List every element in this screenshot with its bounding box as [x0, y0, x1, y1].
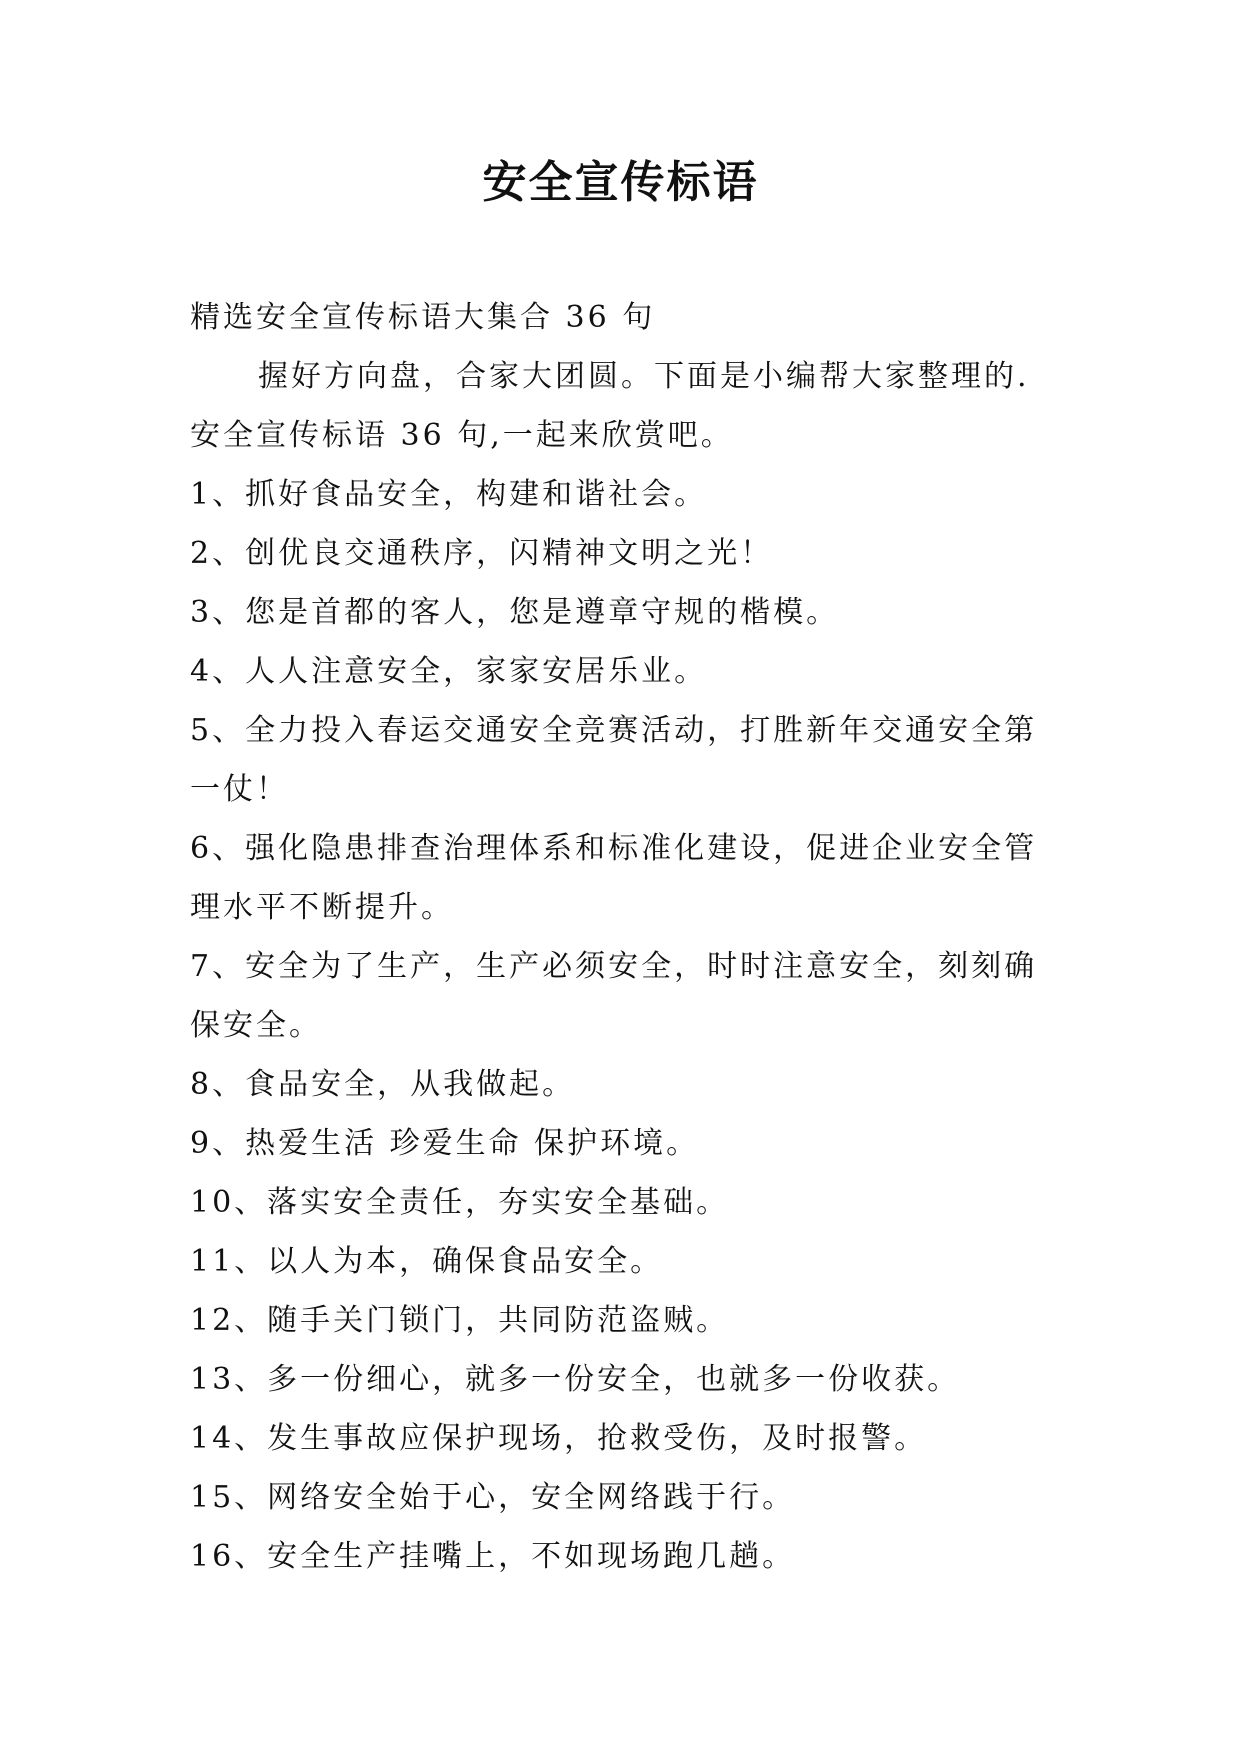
slogan-item: 12、随手关门锁门，共同防范盗贼。	[190, 1303, 730, 1338]
slogan-item: 6、强化隐患排查治理体系和标准化建设，促进企业安全管理水平不断提升。	[190, 831, 1038, 925]
slogan-item: 2、创优良交通秩序，闪精神文明之光！	[190, 536, 774, 571]
slogan-item: 10、落实安全责任，夯实安全基础。	[190, 1185, 730, 1220]
slogan-item: 11、以人为本，确保食品安全。	[190, 1244, 664, 1279]
intro-line-1: 握好方向盘，合家大团圆。下面是小编帮大家整理的.	[258, 359, 1030, 394]
slogan-item: 4、人人注意安全，家家安居乐业。	[190, 654, 708, 689]
slogan-item: 13、多一份细心，就多一份安全，也就多一份收获。	[190, 1362, 961, 1397]
slogan-item: 7、安全为了生产，生产必须安全，时时注意安全，刻刻确保安全。	[190, 949, 1038, 1043]
document-title: 安全宣传标语	[482, 157, 759, 208]
slogan-item: 14、发生事故应保护现场，抢救受伤，及时报警。	[190, 1421, 928, 1456]
subtitle: 精选安全宣传标语大集合 36 句	[190, 300, 656, 335]
intro-line-2: 安全宣传标语 36 句,一起来欣赏吧。	[190, 418, 734, 453]
slogan-item: 16、安全生产挂嘴上，不如现场跑几趟。	[190, 1539, 796, 1574]
slogan-item: 9、热爱生活 珍爱生命 保护环境。	[190, 1126, 700, 1161]
slogan-item: 3、您是首都的客人，您是遵章守规的楷模。	[190, 595, 840, 630]
slogan-item: 5、全力投入春运交通安全竞赛活动，打胜新年交通安全第一仗！	[190, 713, 1038, 807]
slogan-item: 1、抓好食品安全，构建和谐社会。	[190, 477, 708, 512]
slogan-item: 15、网络安全始于心，安全网络践于行。	[190, 1480, 796, 1515]
document-body	[190, 288, 1060, 1586]
slogan-item: 8、食品安全，从我做起。	[190, 1067, 576, 1102]
